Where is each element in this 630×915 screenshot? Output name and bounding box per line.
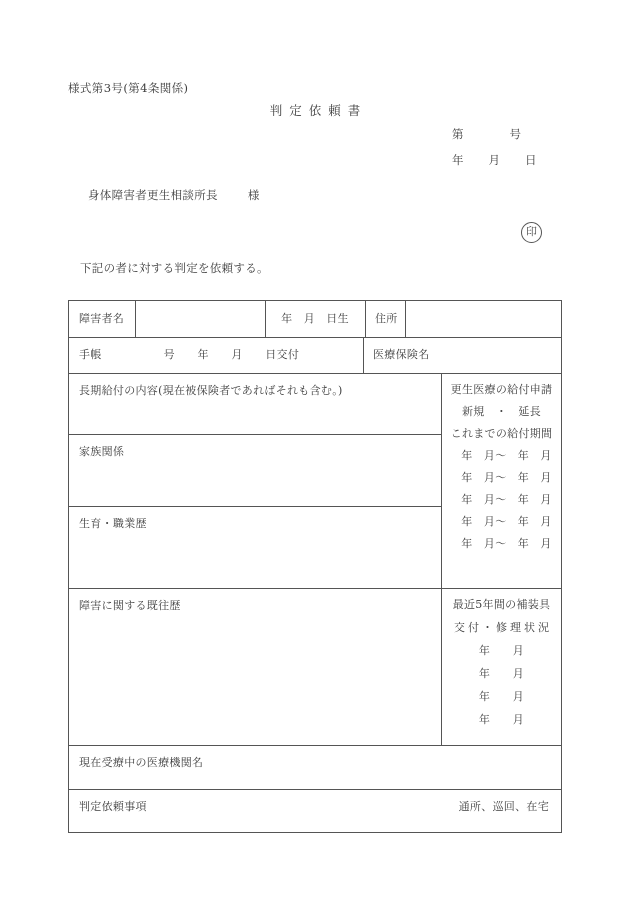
page-title: 判定依頼書 — [269, 103, 368, 118]
addressee-line — [88, 187, 260, 203]
cell-insurance-label: 医療保険名 — [373, 348, 430, 361]
cell-address-value[interactable] — [405, 301, 561, 337]
addressee-honorific: 様 — [247, 188, 260, 202]
addressee-name: 身体障害者更生相談所長 — [88, 188, 218, 202]
benefit-period-row[interactable]: 年 月〜 年 月 — [461, 449, 552, 462]
benefit-period-row[interactable]: 年 月〜 年 月 — [461, 493, 552, 506]
benefit-period-row[interactable]: 年 月〜 年 月 — [461, 515, 552, 528]
rehab-benefit-title: 更生医療の給付申請 — [450, 383, 553, 396]
cell-long-term-benefit-label: 長期給付の内容(現在被保険者であればそれも含む。) — [79, 384, 343, 397]
prosthetics-date-row[interactable]: 年 月 — [478, 690, 525, 703]
document-number-unit: 号 — [509, 127, 521, 141]
document-date-line — [452, 152, 537, 168]
handbook-label-text: 手帳 — [79, 348, 102, 361]
cell-handbook-label — [69, 337, 363, 373]
prosthetics-date-row[interactable]: 年 月 — [478, 644, 525, 657]
cell-medical-history-label: 障害に関する既往歴 — [79, 599, 181, 612]
cell-address-label: 住所 — [375, 312, 398, 325]
document-number-line — [452, 126, 521, 142]
form-table — [68, 300, 562, 833]
rehab-benefit-choices[interactable]: 新規 ・ 延長 — [461, 405, 542, 418]
cell-birthdate-label: 年 月 日生 — [281, 312, 349, 325]
cell-disabled-person-name-value[interactable] — [135, 301, 265, 337]
past-benefit-period-title: これまでの給付期間 — [450, 427, 553, 440]
cell-request-items-label: 判定依頼事項 — [79, 800, 147, 813]
prosthetics-date-row[interactable]: 年 月 — [478, 713, 525, 726]
benefit-period-row[interactable]: 年 月〜 年 月 — [461, 471, 552, 484]
cell-request-items-options[interactable]: 通所、巡回、在宅 — [458, 800, 549, 813]
date-day-label: 日 — [525, 153, 537, 167]
prosthetics-subtitle: 交付・修理状況 — [454, 621, 552, 634]
date-year-label: 年 — [452, 153, 464, 167]
document-number-label: 第 — [452, 127, 464, 141]
cell-rehab-medical-benefit-block — [441, 373, 561, 588]
prosthetics-date-row[interactable]: 年 月 — [478, 667, 525, 680]
seal-stamp-icon: 印 — [521, 222, 542, 243]
cell-family-relations-label: 家族関係 — [79, 445, 125, 458]
cell-prosthetics-block — [441, 588, 561, 745]
form-code: 様式第3号(第4条関係) — [68, 81, 189, 95]
request-sentence: 下記の者に対する判定を依頼する。 — [80, 261, 269, 275]
benefit-period-row[interactable]: 年 月〜 年 月 — [461, 537, 552, 550]
cell-current-clinic-label: 現在受療中の医療機関名 — [79, 756, 204, 769]
handbook-detail-text: 号 年 月 日交付 — [163, 348, 300, 361]
date-month-label: 月 — [488, 153, 500, 167]
cell-upbringing-career-label: 生育・職業歴 — [79, 517, 147, 530]
cell-disabled-person-name-label: 障害者名 — [79, 312, 125, 325]
prosthetics-title: 最近5年間の補装具 — [452, 598, 551, 611]
